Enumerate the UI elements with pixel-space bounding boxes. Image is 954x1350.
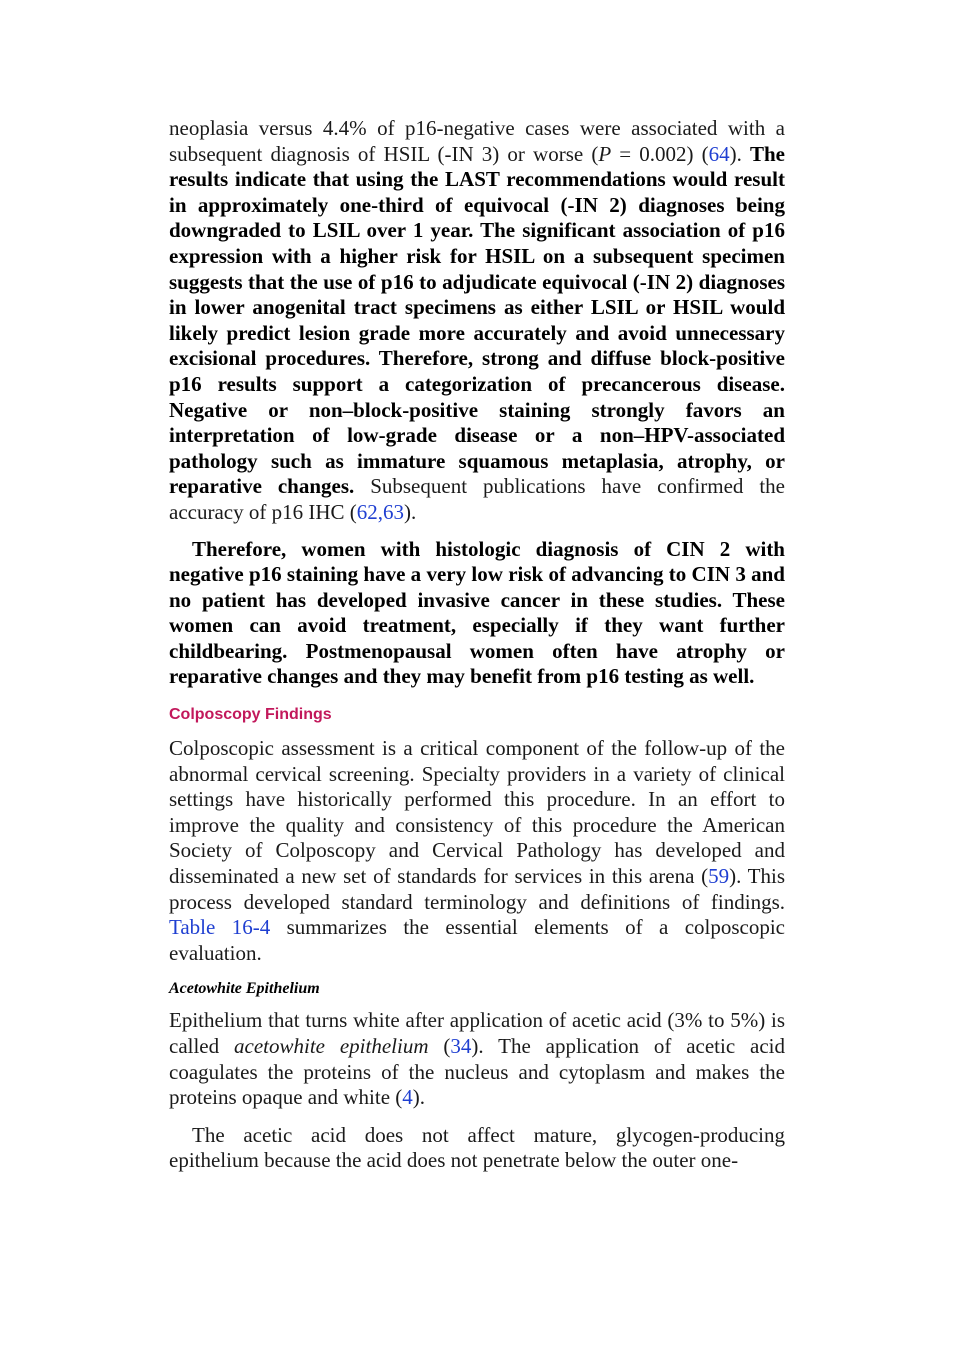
text-run: The acetic acid does not affect mature, glycogen-producing epithelium because the acid does not penetrate below the outer one- — [169, 1122, 785, 1173]
paragraph-p16-results — [169, 116, 785, 526]
italic-term: acetowhite epithelium — [234, 1034, 429, 1058]
table-link[interactable]: Table 16-4 — [169, 915, 271, 940]
bold-emphasis: The results indicate that using the LAST recommendations would result in approximately one-third of equivocal (-IN 2) diagnoses being downgraded to LSIL over 1 year. The significant association of p16 expression with a higher risk for HSIL on a subsequent specimen suggests that the use of p16 to adjudicate equivocal (-IN 2) diagnoses in lower anogenital tract specimens as either LSIL or HSIL would likely predict lesion grade more accurately and avoid unnecessary excisional procedures. Therefore, strong and diffuse block-positive p16 results support a categorization of precancerous disease. Negative or non–block-positive staining strongly favors an interpretation of low-grade disease or a non–HPV-associated pathology such as immature squamous metaplasia, atrophy, or reparative changes. — [169, 141, 785, 499]
bold-emphasis: Therefore, women with histologic diagnosis of CIN 2 with negative p16 staining have a very low risk of advancing to CIN 3 and no patient has developed invasive cancer in these studies. These women can avoid treatment, especially if they want further childbearing. Postmenopausal women often have atrophy or reparative changes and they may benefit from p16 testing as well. — [169, 536, 785, 689]
text-run: ). — [729, 141, 750, 166]
citation-link[interactable]: 4 — [402, 1085, 413, 1110]
section-heading: Colposcopy Findings — [169, 706, 332, 724]
italic-p-value: P — [598, 141, 612, 166]
citation-link[interactable]: 34 — [450, 1034, 472, 1058]
paragraph-cin2-conclusion — [169, 537, 785, 691]
text-run: ). — [404, 499, 417, 524]
document-page — [169, 116, 785, 1174]
subsection-heading: Acetowhite Epithelium — [169, 980, 320, 998]
text-run: = 0.002) ( — [611, 141, 709, 166]
paragraph-colposcopic-assessment — [169, 736, 785, 966]
text-run: Subsequent publications have confirmed the accuracy of p16 IHC ( — [169, 474, 785, 524]
paragraph-acetowhite — [169, 1008, 785, 1110]
text-run: ). This process developed standard terminology and definitions of findings. — [169, 864, 785, 914]
paragraph-acetic-acid — [169, 1123, 785, 1174]
text-run: summarizes the essential elements of a colposcopic evaluation. — [169, 915, 785, 965]
citation-link[interactable]: 59 — [708, 864, 730, 889]
text-run: ( — [428, 1034, 451, 1058]
text-run: ). — [412, 1085, 426, 1110]
text-run: neoplasia versus 4.4% of p16-negative cases were associated with a subsequent diagnosis of HSIL (-IN 3) or worse ( — [169, 116, 785, 166]
text-run: Colposcopic assessment is a critical component of the follow-up of the abnormal cervical screening. Specialty providers in a variety of clinical settings have historically performed this procedure. In an effort to improve the quality and consistency of this procedure the American Society of Colposcopy and Cervical Pathology has developed and disseminated a new set of standards for services in this arena ( — [169, 736, 785, 889]
citation-link[interactable]: 64 — [708, 141, 730, 166]
citation-link[interactable]: 62,63 — [356, 499, 404, 524]
text-run: Epithelium that turns white after application of acetic acid (3% to 5%) is called — [169, 1008, 785, 1058]
text-run: ). The application of acetic acid coagulates the proteins of the nucleus and cytoplasm and makes the proteins opaque and white ( — [169, 1034, 785, 1110]
